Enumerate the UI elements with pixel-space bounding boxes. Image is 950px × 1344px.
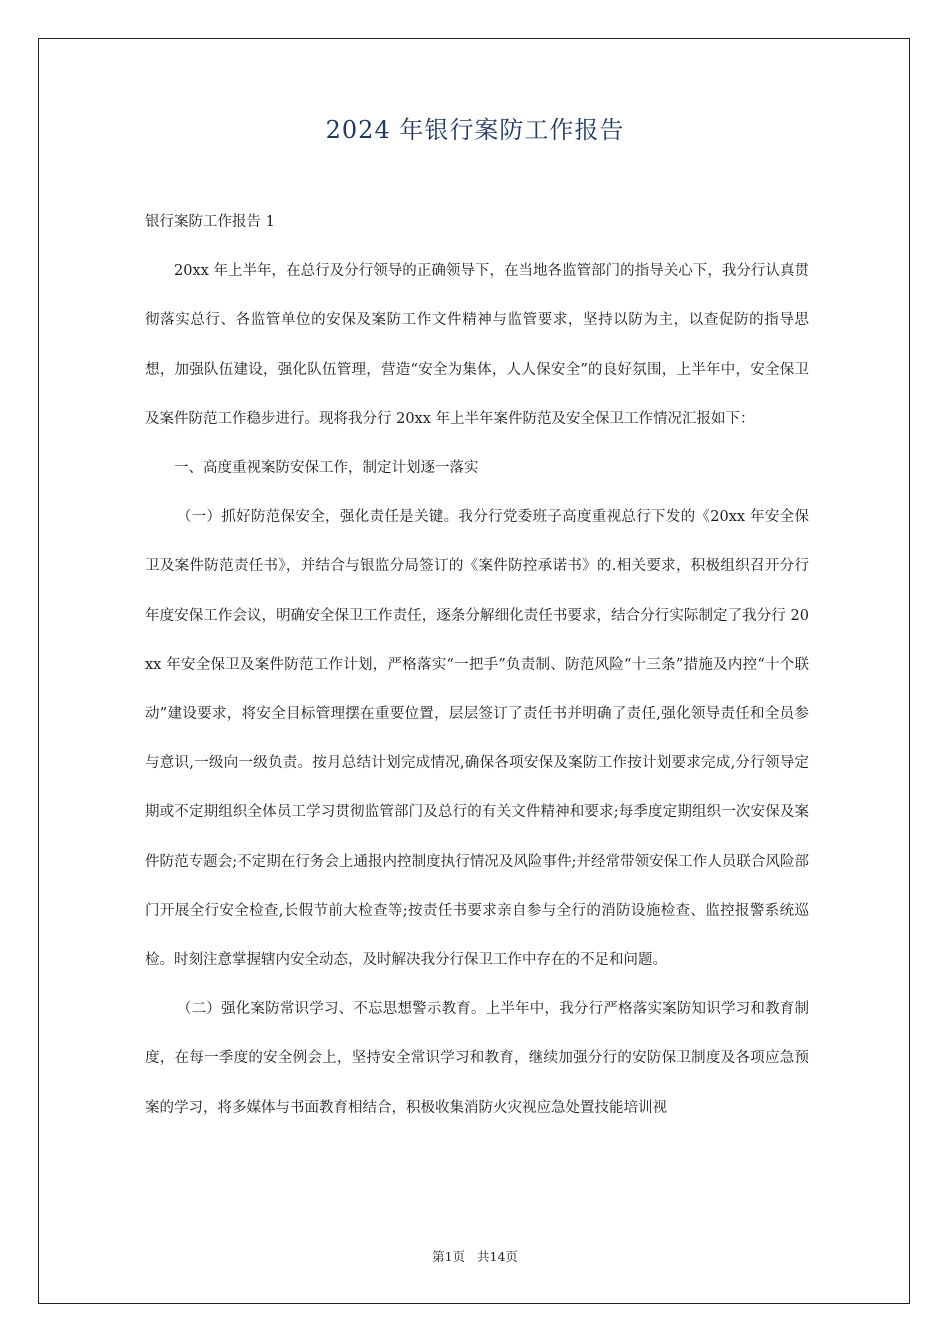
section-heading: 银行案防工作报告 1	[145, 214, 275, 230]
page-number: 第1页	[432, 1249, 466, 1264]
paragraph-intro: 20xx 年上半年，在总行及分行领导的正确领导下，在当地各监管部门的指导关心下，我分行认真贯彻落实总行、各监管单位的安保及案防工作文件精神与监管要求，坚持以防为主，以查促防的指导思想，加强队伍建设，强化队伍管理，营造“安全为集体，人人保安全”的良好氛围，上半年中，安全保卫及案件防范工作稳步进行。现将我分行 20xx 年上半年案件防范及安全保卫工作情况汇报如下：	[145, 263, 809, 427]
document-body	[145, 198, 809, 1133]
paragraph-item-one: （一）抓好防范保安全，强化责任是关键。我分行党委班子高度重视总行下发的《20xx 年安全保卫及案件防范责任书》，并结合与银监分局签订的《案件防控承诺书》的.相关要求，积极组织召开分行年度安保工作会议，明确安全保卫工作责任，逐条分解细化责任书要求，结合分行实际制定了我分行 20xx 年安全保卫及案件防范工作计划，严格落实“一把手”负责制、防范风险“十三条”措施及内控“十个联动”建设要求，将安全目标管理摆在重要位置，层层签订了责任书并明确了责任,强化领导责任和全员参与意识,一级向一级负责。按月总结计划完成情况,确保各项安保及案防工作按计划要求完成,分行领导定期或不定期组织全体员工学习贯彻监管部门及总行的有关文件精神和要求;每季度定期组织一次安保及案件防范专题会;不定期在行务会上通报内控制度执行情况及风险事件;并经常带领安保工作人员联合风险部门开展全行安全检查,长假节前大检查等;按责任书要求亲自参与全行的消防设施检查、监控报警系统巡检。时刻注意掌握辖内安全动态，及时解决我分行保卫工作中存在的不足和问题。	[145, 509, 809, 969]
page-total: 共14页	[477, 1249, 518, 1264]
paragraph-item-two: （二）强化案防常识学习、不忘思想警示教育。上半年中，我分行严格落实案防知识学习和教育制度，在每一季度的安全例会上，坚持安全常识学习和教育，继续加强分行的安防保卫制度及各项应急预案的学习，将多媒体与书面教育相结合，积极收集消防火灾视应急处置技能培训视	[145, 1001, 809, 1116]
document-title: 2024 年银行案防工作报告	[325, 116, 625, 144]
heading-part-one: 一、高度重视案防安保工作，制定计划逐一落实	[174, 460, 479, 477]
page-footer	[0, 1247, 950, 1267]
